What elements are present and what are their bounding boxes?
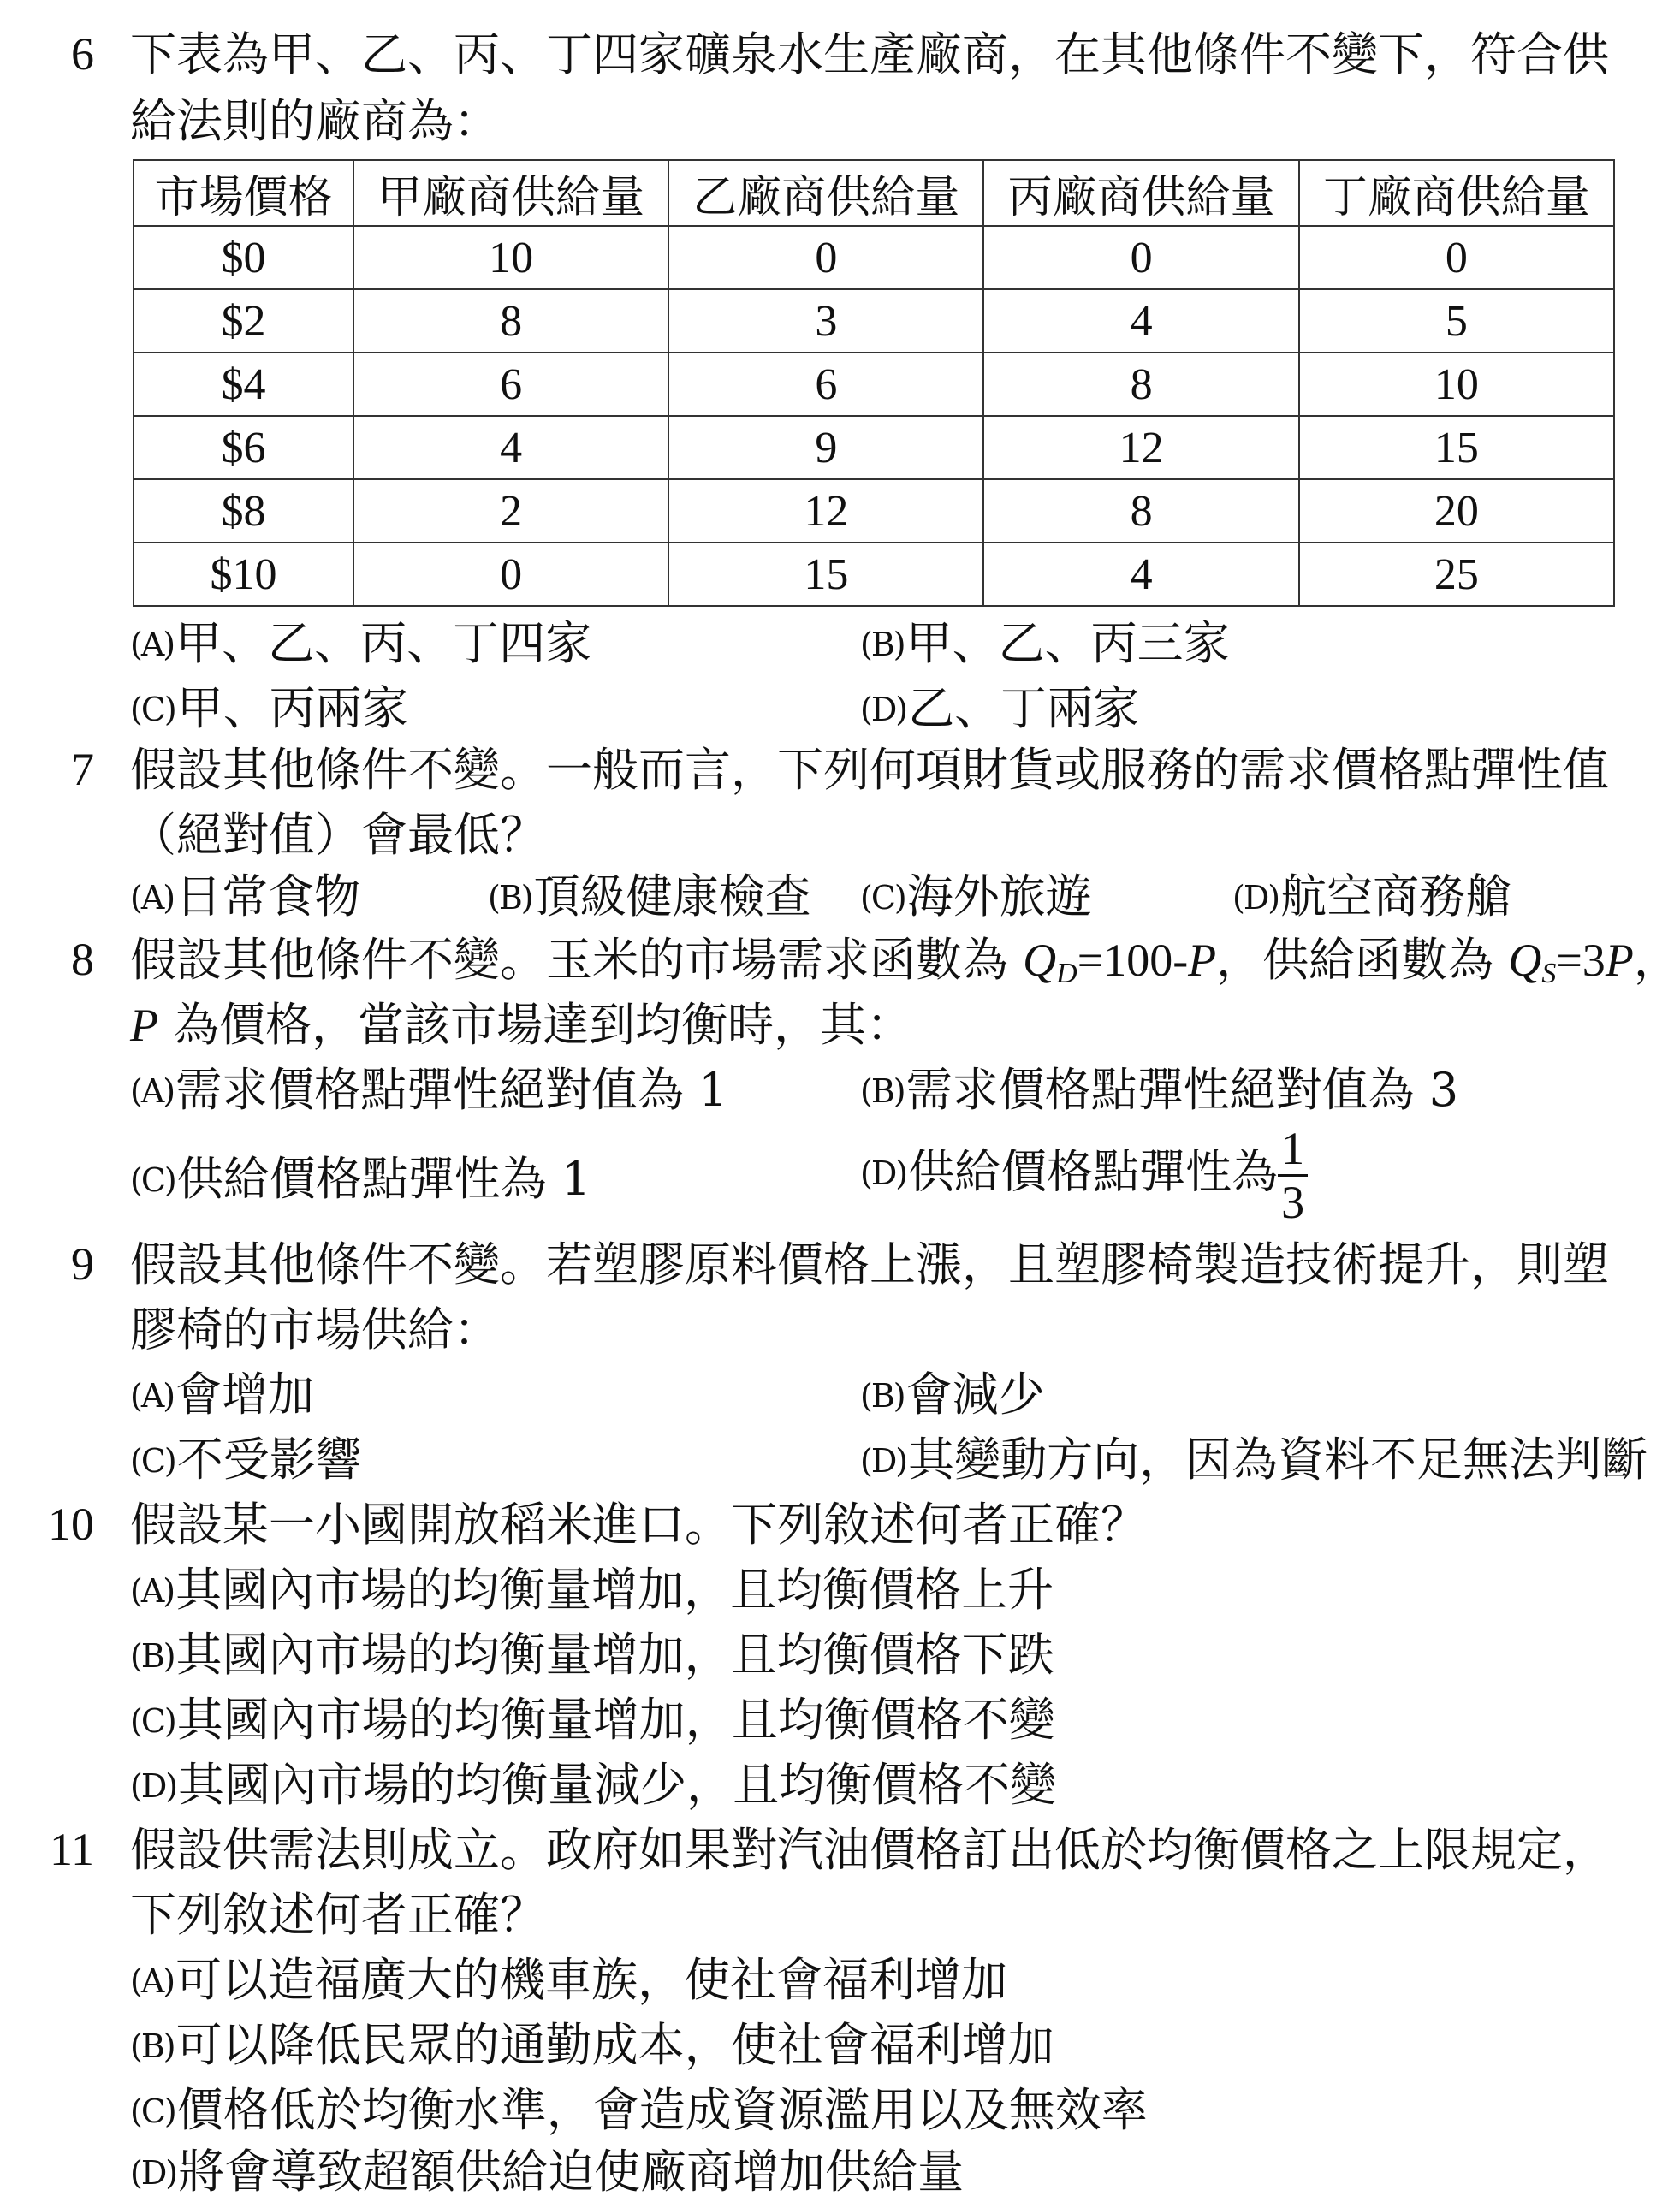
option-mark: (D) bbox=[860, 1154, 907, 1192]
question-text-part: 為價格，當該市場達到均衡時，其： bbox=[158, 998, 913, 1052]
option-mark: (B) bbox=[860, 626, 905, 663]
column-header: 丁廠商供給量 bbox=[1299, 160, 1614, 226]
option-text: 供給價格點彈性為 1 bbox=[176, 1152, 591, 1206]
math-symbol: P bbox=[130, 1000, 158, 1051]
column-header: 市場價格 bbox=[134, 160, 353, 226]
option-b bbox=[488, 870, 811, 925]
table-cell: 4 bbox=[983, 289, 1298, 353]
table-cell: 12 bbox=[668, 479, 983, 543]
fraction-denominator: 3 bbox=[1281, 1177, 1305, 1228]
table-cell: 20 bbox=[1299, 479, 1614, 543]
question-text: 假設供需法則成立。政府如果對汽油價格訂出低於均衡價格之上限規定， bbox=[130, 1823, 1609, 1877]
option-d bbox=[130, 1758, 1056, 1813]
option-text: 乙、丁兩家 bbox=[908, 681, 1140, 735]
option-text: 可以降低民眾的通勤成本，使社會福利增加 bbox=[175, 2018, 1054, 2072]
option-c bbox=[130, 1693, 1055, 1748]
question-number: 8 bbox=[71, 934, 94, 985]
table-cell: 9 bbox=[668, 416, 983, 479]
question-text: 假設其他條件不變。若塑膠原料價格上漲，且塑膠椅製造技術提升，則塑 bbox=[130, 1238, 1609, 1291]
question-number: 9 bbox=[71, 1238, 94, 1290]
option-a bbox=[130, 1368, 314, 1423]
option-mark: (D) bbox=[860, 1442, 907, 1480]
math-subscript: D bbox=[1056, 958, 1077, 989]
question-text: 假設某一小國開放稻米進口。下列敘述何者正確？ bbox=[130, 1498, 1147, 1552]
option-d bbox=[860, 1433, 1647, 1488]
option-c bbox=[860, 870, 1092, 925]
table-row bbox=[134, 479, 1614, 543]
option-c bbox=[130, 2083, 1148, 2139]
question-number: 11 bbox=[50, 1824, 94, 1875]
option-mark: (A) bbox=[130, 879, 175, 917]
option-mark: (A) bbox=[130, 1072, 175, 1110]
option-mark: (C) bbox=[130, 2092, 175, 2130]
table-cell: 15 bbox=[1299, 416, 1614, 479]
option-mark: (C) bbox=[130, 1702, 175, 1740]
option-a bbox=[130, 616, 591, 672]
table-cell: 3 bbox=[668, 289, 983, 353]
option-text: 會減少 bbox=[905, 1368, 1045, 1422]
question-text: 下表為甲、乙、丙、丁四家礦泉水生產廠商，在其他條件不變下，符合供 bbox=[130, 27, 1609, 81]
table-cell: $10 bbox=[134, 543, 353, 606]
option-text: 其國內市場的均衡量減少，且均衡價格不變 bbox=[178, 1758, 1057, 1812]
question-text-part: 假設其他條件不變。玉米的市場需求函數為 bbox=[130, 933, 1024, 987]
question-text bbox=[130, 933, 1680, 1001]
table-row bbox=[134, 543, 1614, 606]
option-mark: (D) bbox=[1232, 879, 1279, 917]
column-header: 丙廠商供給量 bbox=[983, 160, 1298, 226]
option-c bbox=[130, 1433, 362, 1488]
table-cell: 6 bbox=[353, 353, 668, 416]
question-number: 6 bbox=[71, 28, 94, 80]
option-d bbox=[1232, 870, 1511, 925]
option-mark: (C) bbox=[130, 691, 175, 728]
option-mark: (A) bbox=[130, 1572, 175, 1610]
table-cell: 2 bbox=[353, 479, 668, 543]
table-cell: 0 bbox=[983, 226, 1298, 289]
option-b bbox=[860, 616, 1230, 672]
option-text: 甲、乙、丙、丁四家 bbox=[175, 616, 592, 670]
question-text: 給法則的廠商為： bbox=[130, 94, 500, 148]
option-mark: (B) bbox=[130, 2027, 175, 2065]
question-text-part: ，供給函數為 bbox=[1216, 933, 1509, 987]
option-text: 其國內市場的均衡量增加，且均衡價格不變 bbox=[176, 1693, 1055, 1747]
table-cell: 10 bbox=[1299, 353, 1614, 416]
option-text: 其國內市場的均衡量增加，且均衡價格下跌 bbox=[175, 1628, 1054, 1682]
option-d bbox=[860, 1123, 1308, 1228]
option-mark: (C) bbox=[860, 879, 905, 917]
option-a bbox=[130, 1953, 1007, 2009]
option-text: 需求價格點彈性絕對值為 1 bbox=[175, 1063, 728, 1117]
option-text: 需求價格點彈性絕對值為 3 bbox=[905, 1063, 1459, 1117]
option-mark: (A) bbox=[130, 626, 175, 663]
table-cell: $0 bbox=[134, 226, 353, 289]
table-cell: $2 bbox=[134, 289, 353, 353]
table-row bbox=[134, 226, 1614, 289]
question-text bbox=[130, 998, 912, 1053]
question-text: 假設其他條件不變。一般而言，下列何項財貨或服務的需求價格點彈性值 bbox=[130, 743, 1609, 797]
table-cell: 8 bbox=[983, 353, 1298, 416]
option-text: 將會導致超額供給迫使廠商增加供給量 bbox=[178, 2145, 965, 2199]
supply-table bbox=[133, 159, 1615, 607]
option-text: 會增加 bbox=[175, 1368, 315, 1422]
option-b bbox=[130, 1628, 1054, 1683]
table-cell: $4 bbox=[134, 353, 353, 416]
option-mark: (B) bbox=[488, 879, 532, 917]
option-mark: (D) bbox=[130, 2154, 177, 2192]
fraction-numerator: 1 bbox=[1278, 1123, 1308, 1177]
option-c bbox=[130, 681, 408, 737]
option-d bbox=[860, 681, 1139, 737]
table-cell: 0 bbox=[668, 226, 983, 289]
math-symbol: P bbox=[1605, 935, 1634, 986]
option-mark: (A) bbox=[130, 1962, 175, 2000]
option-mark: (C) bbox=[130, 1161, 175, 1199]
option-a bbox=[130, 870, 360, 925]
table-cell: 10 bbox=[353, 226, 668, 289]
option-text: 海外旅遊 bbox=[906, 870, 1092, 923]
option-a bbox=[130, 1063, 728, 1119]
option-b bbox=[860, 1063, 1458, 1119]
math-symbol: P bbox=[1188, 935, 1217, 986]
option-c bbox=[130, 1152, 591, 1208]
table-row bbox=[134, 416, 1614, 479]
question-text-part: ， bbox=[1633, 933, 1680, 987]
option-d bbox=[130, 2145, 964, 2200]
option-mark: (B) bbox=[130, 1637, 175, 1675]
option-text: 供給價格點彈性為 bbox=[908, 1144, 1279, 1199]
math-text: =3 bbox=[1556, 935, 1606, 986]
table-header-row bbox=[134, 160, 1614, 226]
table-cell: 6 bbox=[668, 353, 983, 416]
option-mark: (C) bbox=[130, 1442, 175, 1480]
option-text: 日常食物 bbox=[175, 870, 361, 923]
math-subscript: S bbox=[1541, 958, 1557, 989]
question-text: 下列敘述何者正確？ bbox=[130, 1888, 546, 1942]
column-header: 甲廠商供給量 bbox=[353, 160, 668, 226]
question-number: 7 bbox=[71, 744, 94, 795]
option-text: 其變動方向，因為資料不足無法判斷 bbox=[908, 1433, 1648, 1487]
table-cell: 4 bbox=[353, 416, 668, 479]
table-cell: 5 bbox=[1299, 289, 1614, 353]
math-symbol: Q bbox=[1508, 935, 1542, 986]
table-cell: 0 bbox=[353, 543, 668, 606]
table-cell: 15 bbox=[668, 543, 983, 606]
option-text: 甲、丙兩家 bbox=[176, 681, 408, 735]
option-text: 航空商務艙 bbox=[1280, 870, 1512, 923]
table-row bbox=[134, 353, 1614, 416]
question-text: 膠椅的市場供給： bbox=[130, 1303, 500, 1356]
column-header: 乙廠商供給量 bbox=[668, 160, 983, 226]
table-cell: 4 bbox=[983, 543, 1298, 606]
table-cell: 8 bbox=[983, 479, 1298, 543]
option-mark: (B) bbox=[860, 1377, 905, 1415]
option-b bbox=[130, 2018, 1054, 2074]
option-mark: (D) bbox=[860, 691, 907, 728]
table-cell: $6 bbox=[134, 416, 353, 479]
math-text: =100- bbox=[1077, 935, 1189, 986]
option-text: 甲、乙、丙三家 bbox=[905, 616, 1230, 670]
option-text: 其國內市場的均衡量增加，且均衡價格上升 bbox=[175, 1563, 1054, 1617]
option-mark: (A) bbox=[130, 1377, 175, 1415]
table-cell: 25 bbox=[1299, 543, 1614, 606]
table-cell: 12 bbox=[983, 416, 1298, 479]
option-text: 可以造福廣大的機車族，使社會福利增加 bbox=[175, 1953, 1008, 2007]
option-mark: (D) bbox=[130, 1767, 177, 1805]
question-number: 10 bbox=[48, 1499, 94, 1550]
option-text: 不受影響 bbox=[176, 1433, 362, 1487]
option-b bbox=[860, 1368, 1045, 1423]
option-text: 價格低於均衡水準，會造成資源濫用以及無效率 bbox=[176, 2083, 1148, 2137]
question-text: （絕對值）會最低？ bbox=[130, 808, 546, 862]
math-symbol: Q bbox=[1023, 935, 1057, 986]
option-mark: (B) bbox=[860, 1072, 905, 1110]
table-cell: 8 bbox=[353, 289, 668, 353]
table-cell: 0 bbox=[1299, 226, 1614, 289]
table-cell: $8 bbox=[134, 479, 353, 543]
fraction bbox=[1278, 1123, 1308, 1228]
option-a bbox=[130, 1563, 1054, 1618]
option-text: 頂級健康檢查 bbox=[533, 870, 811, 923]
table-row bbox=[134, 289, 1614, 353]
